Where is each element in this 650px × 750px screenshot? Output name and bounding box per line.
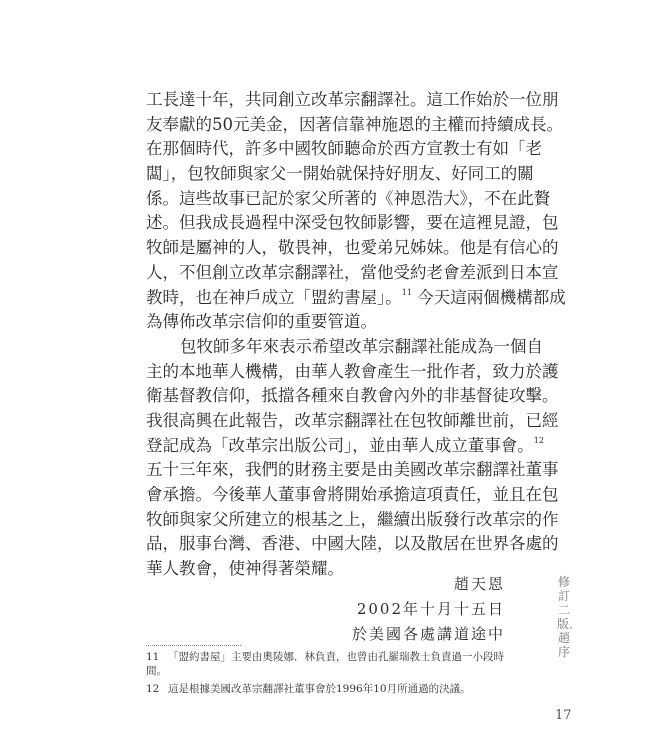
text-line: 五十三年來，我們的財務主要是由美國改革宗翻譯社董事 xyxy=(146,460,559,480)
text-line: 牧師是屬神的人，敬畏神，也愛弟兄姊妹。他是有信心的 xyxy=(146,238,559,258)
body-text xyxy=(146,88,566,582)
text-line: 為傳佈改革宗信仰的重要管道。 xyxy=(146,312,377,332)
footnote-12 xyxy=(146,682,506,696)
text-line: 會承擔。今後華人董事會將開始承擔這項責任，並且在包 xyxy=(146,485,559,504)
text-line: 在那個時代，許多中國牧師聽命於西方宣教士有如「老 xyxy=(146,139,542,159)
footnote-ref-12[interactable]: 12 xyxy=(533,435,544,445)
paragraph-1 xyxy=(146,88,566,335)
text-segment: 教時，也在神戶成立「盟約書屋」。 xyxy=(146,287,402,307)
signature-name: 趙天恩 xyxy=(453,575,505,593)
footnote-11 xyxy=(146,650,506,678)
page-number: 17 xyxy=(555,708,572,723)
footnote-text: 「盟約書屋」主要由奧陵娜．林負責，也曾由孔羅瑞教士負責過一小段時間。 xyxy=(146,651,504,677)
text-line: 品，服事台灣、香港、中國大陸，以及散居在世界各處的 xyxy=(146,534,559,554)
text-line: 述。但我成長過程中深受包牧師影響，要在這裡見證，包 xyxy=(146,213,559,233)
text-line: 闆」，包牧師與家父一開始就保持好朋友、好同工的關 xyxy=(146,164,534,184)
signature-date: 2002年十月十五日 xyxy=(356,600,505,618)
text-line xyxy=(146,434,544,459)
footnote-text: 這是根據美國改革宗翻譯社董事會於1996年10月所通過的決議。 xyxy=(168,683,471,695)
footnote-divider xyxy=(146,645,241,646)
text-line: 我很高興在此報告，改革宗翻譯社在包牧師離世前，已經 xyxy=(146,410,559,430)
footnote-number: 11 xyxy=(146,651,160,663)
text-line xyxy=(146,286,566,311)
text-line: 華人教會，使神得著榮耀。 xyxy=(146,559,344,579)
text-line: 友奉獻的50元美金，因著信靠神施恩的主權而持續成長。 xyxy=(146,114,563,134)
text-line: 主的本地華人機構，由華人教會產生一批作者，致力於護 xyxy=(146,361,559,381)
text-line: 工長達十年，共同創立改革宗翻譯社。這工作始於一位朋 xyxy=(146,90,559,109)
text-line: 包牧師多年來表示希望改革宗翻譯社能成為一個自 xyxy=(180,336,543,356)
footnote-number: 12 xyxy=(146,683,160,695)
signature-place: 於美國各處講道途中 xyxy=(351,625,505,643)
text-line: 係。這些故事已記於家父所著的《神恩浩大》，不在此贅 xyxy=(146,188,551,208)
text-line: 衛基督教信仰，抵擋各種來自教會內外的非基督徒攻擊。 xyxy=(146,386,559,406)
footnote-ref-11[interactable]: 11 xyxy=(401,287,412,297)
running-head: 修訂二版．趙序 xyxy=(557,575,582,659)
text-segment: 今天這兩個機構都成 xyxy=(417,287,566,307)
text-line: 人，不但創立改革宗翻譯社，當他受約老會差派到日本宣 xyxy=(146,262,559,282)
text-segment: 登記成為「改革宗出版公司」，並由華人成立董事會。 xyxy=(146,435,534,455)
paragraph-2 xyxy=(146,335,559,582)
text-line: 牧師與家父所建立的根基之上，繼續出版發行改革宗的作 xyxy=(146,509,559,529)
